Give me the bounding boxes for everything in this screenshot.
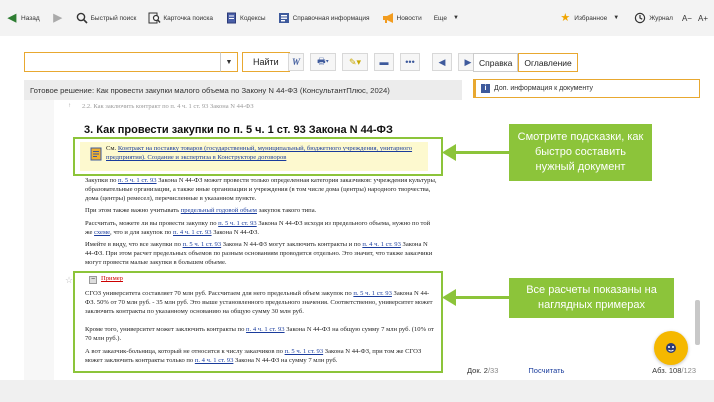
history-icon — [634, 12, 646, 24]
favorites-menu[interactable]: ★ Избранное ▼ — [553, 6, 628, 30]
tab-contents[interactable]: Оглавление — [518, 53, 577, 72]
side-tabs — [473, 53, 578, 72]
chevron-down-icon: ▼ — [225, 58, 233, 66]
see-also-text: См. Контракт на поставку товаров (государственный, муниципальный, бюджетного учреждения, унитарного предприятия). Создание и экспертиза в Конструкторе договоров — [106, 145, 413, 161]
comment-button[interactable] — [374, 53, 394, 71]
up-arrow-icon[interactable]: ↑ — [68, 103, 71, 109]
font-increase-button[interactable]: A+ — [697, 13, 708, 23]
comment-icon: ▬ — [379, 57, 389, 67]
search-card-button[interactable]: Карточка поиска — [142, 6, 219, 30]
count-link[interactable]: Посчитать — [528, 365, 565, 375]
annual-volume-link[interactable]: предельный годовой объем — [180, 207, 257, 214]
star-icon[interactable]: ☆ — [65, 275, 74, 285]
scheme-link[interactable]: схеме — [94, 229, 111, 236]
reference-button[interactable]: Справочная информация — [272, 6, 376, 30]
print-button[interactable] — [310, 53, 336, 71]
font-decrease-button[interactable]: A− — [681, 13, 692, 23]
search-dropdown-button[interactable] — [220, 52, 238, 72]
example-paragraph-3: А вот заказчик-больница, который не относится к числу заказчиков по п. 5 ч. 1 ст. 93 Закона N 44-ФЗ, при том же СГОЗ может заключить контракты только по п. 4 ч. 1 ст. 93 Закона N 44-ФЗ на сумму 7 млн руб. — [85, 348, 422, 364]
example-arrow-head — [442, 289, 456, 306]
arrow-left-icon: ◀ — [7, 12, 17, 24]
law-link[interactable]: п. 4 ч. 1 ст. 93 — [173, 229, 212, 236]
megaphone-icon — [382, 12, 394, 24]
assistant-icon — [663, 340, 679, 356]
quick-search-button[interactable]: Быстрый поиск — [70, 6, 143, 30]
more-tools-button[interactable] — [400, 53, 420, 71]
more-menu[interactable]: Еще ▼ — [428, 6, 468, 30]
search-icon — [76, 12, 88, 24]
paragraph-1: Закупки по п. 5 ч. 1 ст. 93 Закона N 44-ФЗ может провести только определенная категория заказчиков: учреждения культуры, образовательные организации, а также иные организации и учреждения (в том числе дома (центры) народного творчества, дома (центры) ремесел), перечисленные в указанном пункте. — [85, 177, 437, 202]
law-link[interactable]: п. 4 ч. 1 ст. 93 — [246, 326, 285, 333]
tab-help[interactable]: Справка — [473, 53, 518, 72]
back-button[interactable]: ◀ Назад — [7, 12, 40, 24]
example-paragraph-2: Кроме того, университет может заключить контракты по п. 4 ч. 1 ст. 93 Закона N 44-ФЗ на общую сумму 7 млн руб. (10% от 70 млн руб.). — [85, 326, 434, 342]
law-link[interactable]: п. 5 ч. 1 ст. 93 — [182, 241, 222, 248]
example-bubble: Все расчеты показаны на наглядных примерах — [509, 278, 674, 318]
assistant-button[interactable] — [654, 331, 688, 365]
ellipsis-icon: ••• — [405, 57, 415, 67]
law-link[interactable]: п. 5 ч. 1 ст. 93 — [218, 220, 257, 227]
reference-icon — [278, 12, 290, 24]
example-label[interactable]: Пример — [101, 275, 123, 282]
marker-icon: ✎▾ — [348, 56, 362, 67]
journal-button[interactable]: Журнал — [628, 6, 679, 30]
example-arrow — [451, 296, 509, 299]
law-link[interactable]: п. 5 ч. 1 ст. 93 — [284, 348, 324, 355]
word-icon: W — [291, 57, 300, 67]
collapse-icon[interactable]: − — [90, 276, 96, 283]
law-link[interactable]: п. 5 ч. 1 ст. 93 — [118, 177, 157, 184]
arrow-right-icon: ▶ — [464, 56, 472, 67]
prev-match-button[interactable] — [432, 53, 452, 71]
hint-arrow-head — [442, 144, 456, 161]
doc-counter: Док. 2/33 — [467, 365, 499, 375]
breadcrumb[interactable]: 2.2. Как заключить контракт по п. 4 ч. 1 ст. 93 Закона N 44-ФЗ — [82, 103, 254, 110]
paragraph-2: При этом также важно учитывать предельный годовой объем закупок такого типа. — [85, 207, 317, 214]
paragraph-counter: Абз. 108/123 — [652, 365, 696, 375]
codes-button[interactable]: Кодексы — [219, 6, 272, 30]
highlight-button[interactable] — [342, 53, 368, 71]
find-button[interactable]: Найти — [242, 52, 290, 72]
forward-button[interactable] — [46, 6, 70, 30]
law-link[interactable]: п. 4 ч. 1 ст. 93 — [362, 241, 401, 248]
book-icon — [225, 12, 237, 24]
word-export-button[interactable] — [288, 53, 304, 71]
document-tools — [288, 53, 478, 71]
paragraph-3: Рассчитать, можете ли вы провести закупку по п. 5 ч. 1 ст. 93 Закона N 44-ФЗ исходя из предельного объема, нужно по той же схеме, что и для закупок по п. 4 ч. 1 ст. 93 Закона N 44-ФЗ. — [85, 220, 431, 236]
see-also-link[interactable]: Контракт на поставку товаров (государственный, муниципальный, бюджетного учреждения, унитарного предприятия). Создание и экспертиза в Конструкторе договоров — [106, 145, 413, 161]
arrow-right-icon: ▶ — [53, 12, 62, 24]
chevron-down-icon: ▼ — [613, 15, 620, 21]
law-link[interactable]: п. 5 ч. 1 ст. 93 — [353, 290, 392, 297]
example-paragraph-1: СГОЗ университета составляет 70 млн руб. Рассчитаем для него предельный объем закупок по п. 5 ч. 1 ст. 93 Закона N 44-ФЗ. 50% от 70 млн руб. - 35 млн руб. Это выше установленного предельного значения. Соответственно, университет может заключить контракты по указанному основанию на общую сумму 30 млн руб. — [85, 290, 433, 315]
section-heading: 3. Как провести закупки по п. 5 ч. 1 ст. 93 Закона N 44-ФЗ — [84, 124, 393, 136]
document-title: Готовое решение: Как провести закупки малого объема по Закону N 44-ФЗ (КонсультантПлюс, 2024) — [24, 80, 462, 100]
info-icon: i — [481, 84, 490, 93]
arrow-left-icon: ◀ — [438, 56, 446, 67]
hint-highlight-frame — [73, 137, 443, 176]
chevron-down-icon: ▼ — [452, 15, 459, 21]
scrollbar[interactable] — [695, 300, 700, 345]
hint-bubble: Смотрите подсказки, как быстро составить нужный документ — [509, 124, 652, 181]
hint-arrow — [451, 151, 509, 154]
paragraph-4: Имейте в виду, что все закупки по п. 5 ч. 1 ст. 93 Закона N 44-ФЗ могут заключить контракты и по п. 4 ч. 1 ст. 93 Закона N 44-ФЗ. При этом расчет предельных объемов по разным основаниям проводится отдельно. Это значит, что также заказчики могут провести малые закупки в большем объеме. — [85, 241, 433, 266]
extra-info-button[interactable]: i Доп. информация к документу — [473, 79, 700, 98]
footer-strip — [0, 380, 714, 402]
law-link[interactable]: п. 4 ч. 1 ст. 93 — [194, 357, 234, 364]
search-input[interactable] — [24, 52, 220, 72]
news-button[interactable]: Новости — [376, 6, 428, 30]
main-toolbar — [0, 0, 714, 36]
document-gutter — [24, 100, 54, 380]
document-search — [24, 52, 290, 72]
star-icon: ★ — [560, 12, 571, 24]
search-card-icon — [148, 12, 160, 24]
example-highlight-frame — [73, 271, 443, 373]
printer-icon: 🖶▾ — [317, 56, 329, 66]
